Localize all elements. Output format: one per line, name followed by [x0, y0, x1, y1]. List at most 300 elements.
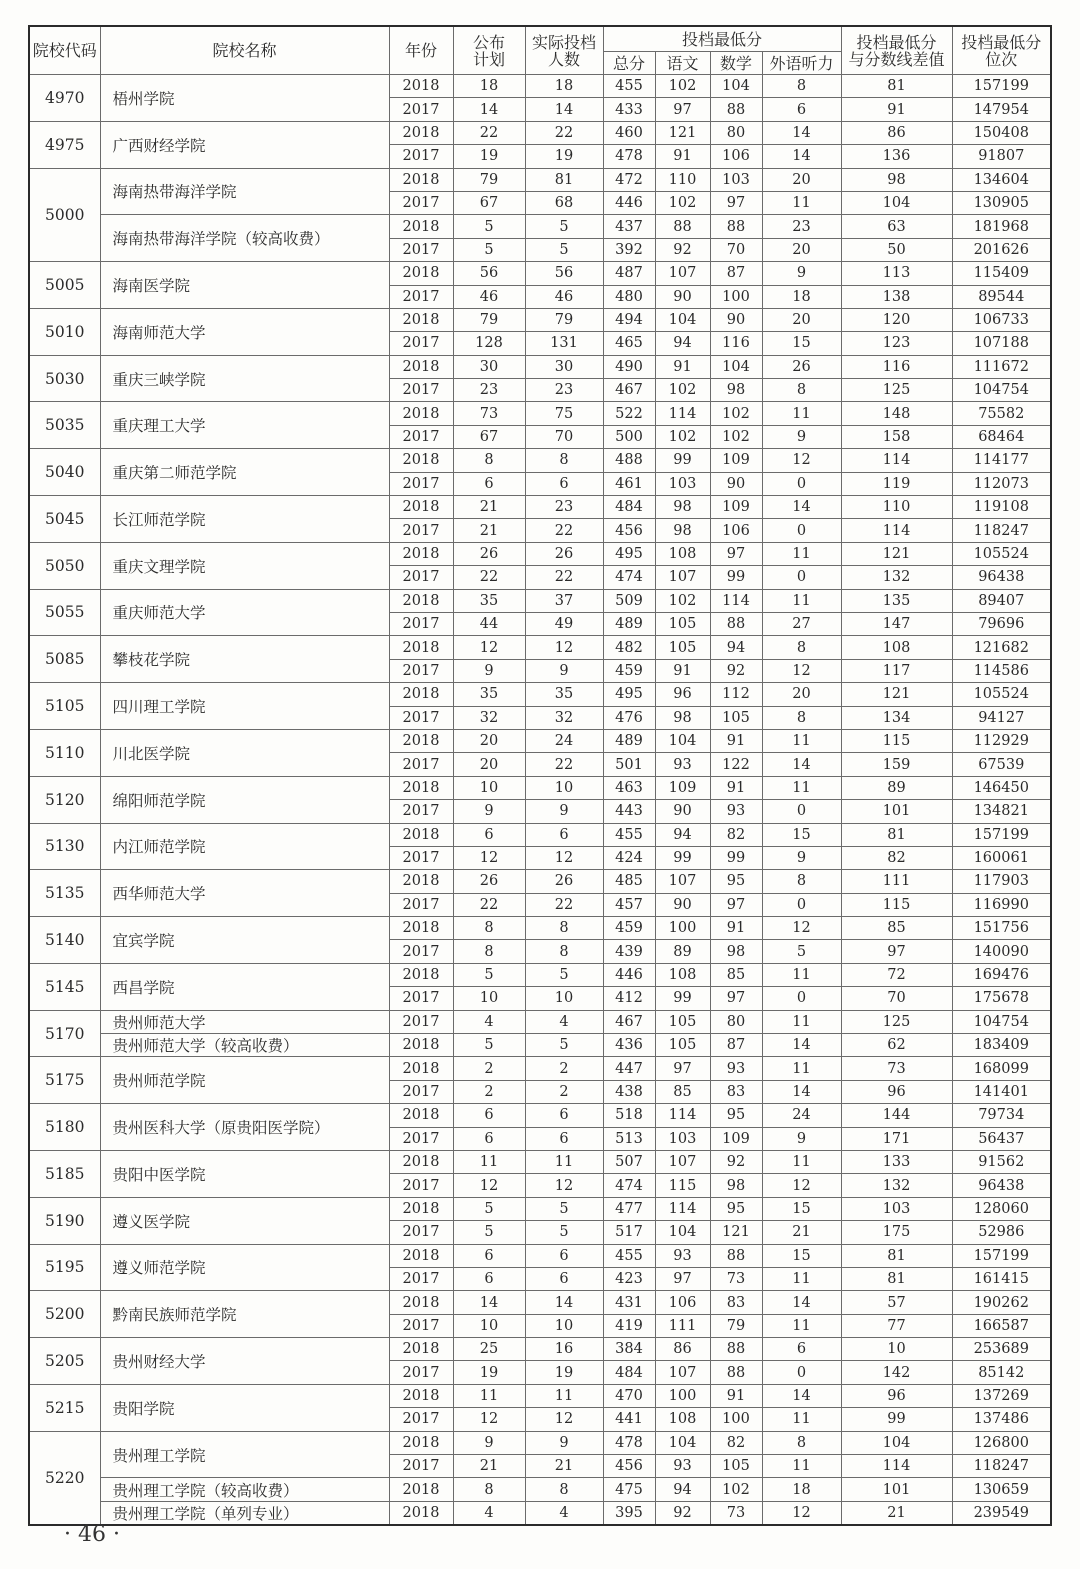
cell-plan: 11: [453, 1150, 525, 1173]
cell-rank: 146450: [952, 776, 1051, 799]
cell-year: 2017: [389, 332, 453, 355]
cell-total: 455: [603, 823, 655, 846]
cell-year: 2018: [389, 75, 453, 98]
cell-diff: 142: [841, 1361, 952, 1384]
cell-actual: 56: [525, 262, 603, 285]
cell-chinese: 91: [655, 355, 710, 378]
cell-year: 2017: [389, 1408, 453, 1431]
table-row: [29, 917, 1051, 940]
cell-code: 5140: [29, 917, 100, 964]
cell-name: 内江师范学院: [100, 823, 389, 870]
cell-total: 395: [603, 1501, 655, 1525]
cell-plan: 12: [453, 1174, 525, 1197]
cell-plan: 5: [453, 963, 525, 986]
cell-chinese: 97: [655, 1267, 710, 1290]
cell-total: 475: [603, 1478, 655, 1501]
cell-diff: 101: [841, 800, 952, 823]
cell-code: 5110: [29, 729, 100, 776]
cell-diff: 101: [841, 1478, 952, 1501]
cell-math: 102: [710, 402, 762, 425]
cell-listening: 0: [762, 800, 841, 823]
cell-chinese: 104: [655, 1431, 710, 1454]
cell-code: 5105: [29, 683, 100, 730]
cell-name: 贵州师范大学（较高收费）: [100, 1034, 389, 1057]
cell-name: 西昌学院: [100, 963, 389, 1010]
table-row: [29, 683, 1051, 706]
cell-name: 宜宾学院: [100, 917, 389, 964]
cell-plan: 6: [453, 1104, 525, 1127]
cell-name: 西华师范大学: [100, 870, 389, 917]
cell-diff: 175: [841, 1221, 952, 1244]
cell-total: 443: [603, 800, 655, 823]
cell-total: 465: [603, 332, 655, 355]
cell-listening: 0: [762, 566, 841, 589]
cell-code: 5130: [29, 823, 100, 870]
cell-math: 102: [710, 425, 762, 448]
cell-rank: 75582: [952, 402, 1051, 425]
cell-math: 97: [710, 191, 762, 214]
cell-rank: 121682: [952, 636, 1051, 659]
cell-name: 重庆三峡学院: [100, 355, 389, 402]
cell-chinese: 111: [655, 1314, 710, 1337]
header-listening: 外语听力: [762, 52, 841, 75]
cell-year: 2018: [389, 1150, 453, 1173]
cell-listening: 12: [762, 917, 841, 940]
cell-listening: 26: [762, 355, 841, 378]
cell-plan: 22: [453, 121, 525, 144]
cell-rank: 147954: [952, 98, 1051, 121]
cell-listening: 11: [762, 191, 841, 214]
cell-actual: 14: [525, 98, 603, 121]
cell-actual: 9: [525, 1431, 603, 1454]
cell-code: 5040: [29, 449, 100, 496]
cell-plan: 32: [453, 706, 525, 729]
cell-total: 447: [603, 1057, 655, 1080]
cell-year: 2018: [389, 121, 453, 144]
cell-chinese: 88: [655, 215, 710, 238]
cell-year: 2018: [389, 1291, 453, 1314]
cell-diff: 171: [841, 1127, 952, 1150]
cell-year: 2018: [389, 1501, 453, 1525]
cell-diff: 158: [841, 425, 952, 448]
cell-chinese: 108: [655, 963, 710, 986]
cell-name: 贵州理工学院（较高收费）: [100, 1478, 389, 1501]
cell-listening: 15: [762, 1197, 841, 1220]
cell-math: 88: [710, 1338, 762, 1361]
cell-math: 97: [710, 542, 762, 565]
cell-code: 5120: [29, 776, 100, 823]
cell-year: 2017: [389, 472, 453, 495]
cell-plan: 20: [453, 729, 525, 752]
cell-math: 94: [710, 636, 762, 659]
cell-rank: 52986: [952, 1221, 1051, 1244]
cell-plan: 4: [453, 1501, 525, 1525]
table-row: [29, 355, 1051, 378]
cell-chinese: 107: [655, 262, 710, 285]
cell-chinese: 92: [655, 1501, 710, 1525]
cell-code: 5050: [29, 542, 100, 589]
cell-total: 522: [603, 402, 655, 425]
cell-name: 海南医学院: [100, 262, 389, 309]
cell-year: 2017: [389, 659, 453, 682]
admissions-table: [28, 25, 1052, 1526]
cell-plan: 18: [453, 75, 525, 98]
cell-plan: 12: [453, 846, 525, 869]
cell-listening: 14: [762, 145, 841, 168]
cell-math: 99: [710, 566, 762, 589]
cell-math: 83: [710, 1291, 762, 1314]
cell-total: 457: [603, 893, 655, 916]
header-rank: 投档最低分 位次: [952, 26, 1051, 75]
cell-code: 5180: [29, 1104, 100, 1151]
cell-chinese: 94: [655, 1478, 710, 1501]
cell-chinese: 114: [655, 1104, 710, 1127]
cell-chinese: 108: [655, 1408, 710, 1431]
page-number: · 46 ·: [64, 1522, 120, 1547]
cell-math: 88: [710, 215, 762, 238]
cell-year: 2018: [389, 683, 453, 706]
cell-total: 431: [603, 1291, 655, 1314]
cell-code: 5185: [29, 1150, 100, 1197]
cell-listening: 14: [762, 1291, 841, 1314]
cell-rank: 130659: [952, 1478, 1051, 1501]
cell-chinese: 105: [655, 1010, 710, 1033]
cell-listening: 12: [762, 1501, 841, 1525]
cell-chinese: 102: [655, 589, 710, 612]
cell-actual: 37: [525, 589, 603, 612]
cell-total: 517: [603, 1221, 655, 1244]
cell-actual: 30: [525, 355, 603, 378]
cell-plan: 2: [453, 1080, 525, 1103]
cell-plan: 10: [453, 1314, 525, 1337]
cell-actual: 4: [525, 1501, 603, 1525]
cell-name: 四川理工学院: [100, 683, 389, 730]
cell-plan: 44: [453, 612, 525, 635]
cell-listening: 5: [762, 940, 841, 963]
cell-rank: 114177: [952, 449, 1051, 472]
cell-rank: 107188: [952, 332, 1051, 355]
table-row: [29, 1478, 1051, 1501]
cell-plan: 14: [453, 98, 525, 121]
cell-code: 5085: [29, 636, 100, 683]
cell-listening: 11: [762, 1408, 841, 1431]
cell-chinese: 89: [655, 940, 710, 963]
cell-name: 川北医学院: [100, 729, 389, 776]
cell-math: 105: [710, 706, 762, 729]
cell-plan: 11: [453, 1384, 525, 1407]
table-row: [29, 1010, 1051, 1033]
cell-rank: 56437: [952, 1127, 1051, 1150]
cell-rank: 168099: [952, 1057, 1051, 1080]
cell-listening: 11: [762, 729, 841, 752]
cell-plan: 10: [453, 987, 525, 1010]
cell-plan: 8: [453, 917, 525, 940]
table-row: [29, 776, 1051, 799]
cell-actual: 6: [525, 1104, 603, 1127]
cell-code: 5000: [29, 168, 100, 262]
cell-math: 106: [710, 519, 762, 542]
cell-plan: 46: [453, 285, 525, 308]
table-row: [29, 1431, 1051, 1454]
cell-total: 495: [603, 542, 655, 565]
cell-math: 93: [710, 1057, 762, 1080]
cell-code: 4975: [29, 121, 100, 168]
table-body: [29, 75, 1051, 1526]
cell-actual: 4: [525, 1010, 603, 1033]
cell-listening: 11: [762, 1314, 841, 1337]
cell-rank: 150408: [952, 121, 1051, 144]
cell-rank: 128060: [952, 1197, 1051, 1220]
cell-chinese: 91: [655, 145, 710, 168]
cell-rank: 201626: [952, 238, 1051, 261]
cell-diff: 99: [841, 1408, 952, 1431]
cell-listening: 11: [762, 1057, 841, 1080]
cell-total: 472: [603, 168, 655, 191]
cell-rank: 94127: [952, 706, 1051, 729]
cell-actual: 11: [525, 1150, 603, 1173]
cell-diff: 115: [841, 729, 952, 752]
cell-listening: 14: [762, 121, 841, 144]
cell-chinese: 104: [655, 1221, 710, 1244]
cell-name: 重庆师范大学: [100, 589, 389, 636]
cell-plan: 8: [453, 940, 525, 963]
cell-total: 477: [603, 1197, 655, 1220]
cell-code: 5145: [29, 963, 100, 1010]
cell-year: 2017: [389, 753, 453, 776]
cell-year: 2018: [389, 729, 453, 752]
cell-year: 2018: [389, 1244, 453, 1267]
cell-actual: 10: [525, 1314, 603, 1337]
cell-total: 441: [603, 1408, 655, 1431]
cell-year: 2017: [389, 1174, 453, 1197]
cell-total: 384: [603, 1338, 655, 1361]
cell-actual: 79: [525, 308, 603, 331]
cell-plan: 6: [453, 823, 525, 846]
cell-code: 5195: [29, 1244, 100, 1291]
cell-listening: 11: [762, 963, 841, 986]
cell-total: 478: [603, 145, 655, 168]
cell-chinese: 114: [655, 1197, 710, 1220]
cell-listening: 23: [762, 215, 841, 238]
table-row: [29, 729, 1051, 752]
cell-year: 2017: [389, 800, 453, 823]
cell-actual: 2: [525, 1080, 603, 1103]
cell-year: 2018: [389, 402, 453, 425]
cell-diff: 120: [841, 308, 952, 331]
cell-chinese: 102: [655, 75, 710, 98]
cell-math: 91: [710, 729, 762, 752]
cell-diff: 89: [841, 776, 952, 799]
cell-total: 423: [603, 1267, 655, 1290]
cell-rank: 118247: [952, 1455, 1051, 1478]
cell-listening: 20: [762, 683, 841, 706]
cell-rank: 181968: [952, 215, 1051, 238]
cell-math: 82: [710, 823, 762, 846]
header-code: 院校代码: [29, 26, 100, 75]
cell-year: 2018: [389, 1431, 453, 1454]
cell-actual: 12: [525, 1408, 603, 1431]
cell-total: 513: [603, 1127, 655, 1150]
table-row: [29, 1104, 1051, 1127]
cell-chinese: 91: [655, 659, 710, 682]
cell-chinese: 98: [655, 706, 710, 729]
cell-diff: 125: [841, 379, 952, 402]
cell-rank: 161415: [952, 1267, 1051, 1290]
cell-diff: 116: [841, 355, 952, 378]
header-year: 年份: [389, 26, 453, 75]
cell-year: 2018: [389, 168, 453, 191]
cell-rank: 115409: [952, 262, 1051, 285]
cell-plan: 79: [453, 168, 525, 191]
cell-year: 2018: [389, 1384, 453, 1407]
cell-rank: 160061: [952, 846, 1051, 869]
cell-year: 2017: [389, 706, 453, 729]
cell-rank: 111672: [952, 355, 1051, 378]
cell-listening: 14: [762, 753, 841, 776]
cell-chinese: 121: [655, 121, 710, 144]
cell-listening: 9: [762, 1127, 841, 1150]
cell-total: 438: [603, 1080, 655, 1103]
cell-code: 5200: [29, 1291, 100, 1338]
cell-math: 122: [710, 753, 762, 776]
cell-actual: 23: [525, 496, 603, 519]
cell-name: 贵州理工学院（单列专业）: [100, 1501, 389, 1525]
cell-diff: 85: [841, 917, 952, 940]
cell-actual: 8: [525, 449, 603, 472]
cell-chinese: 99: [655, 846, 710, 869]
cell-name: 贵州理工学院: [100, 1431, 389, 1478]
cell-plan: 26: [453, 870, 525, 893]
cell-code: 5055: [29, 589, 100, 636]
cell-math: 88: [710, 612, 762, 635]
cell-year: 2017: [389, 379, 453, 402]
cell-math: 105: [710, 1455, 762, 1478]
cell-year: 2018: [389, 496, 453, 519]
table-row: [29, 1338, 1051, 1361]
cell-rank: 137486: [952, 1408, 1051, 1431]
cell-name: 黔南民族师范学院: [100, 1291, 389, 1338]
cell-math: 102: [710, 1478, 762, 1501]
cell-actual: 22: [525, 893, 603, 916]
cell-diff: 144: [841, 1104, 952, 1127]
cell-name: 海南热带海洋学院（较高收费）: [100, 215, 389, 262]
cell-year: 2018: [389, 776, 453, 799]
cell-plan: 23: [453, 379, 525, 402]
cell-actual: 131: [525, 332, 603, 355]
cell-chinese: 93: [655, 753, 710, 776]
cell-code: 5135: [29, 870, 100, 917]
cell-name: 广西财经学院: [100, 121, 389, 168]
cell-plan: 56: [453, 262, 525, 285]
cell-diff: 63: [841, 215, 952, 238]
cell-actual: 26: [525, 542, 603, 565]
cell-actual: 21: [525, 1455, 603, 1478]
cell-total: 461: [603, 472, 655, 495]
cell-total: 436: [603, 1034, 655, 1057]
cell-total: 455: [603, 75, 655, 98]
cell-actual: 5: [525, 1221, 603, 1244]
cell-listening: 20: [762, 238, 841, 261]
cell-chinese: 104: [655, 308, 710, 331]
cell-plan: 35: [453, 589, 525, 612]
cell-diff: 114: [841, 449, 952, 472]
cell-rank: 141401: [952, 1080, 1051, 1103]
header-plan: 公布 计划: [453, 26, 525, 75]
cell-diff: 117: [841, 659, 952, 682]
cell-listening: 8: [762, 1431, 841, 1454]
cell-actual: 81: [525, 168, 603, 191]
cell-rank: 137269: [952, 1384, 1051, 1407]
cell-rank: 104754: [952, 1010, 1051, 1033]
cell-year: 2018: [389, 636, 453, 659]
cell-rank: 130905: [952, 191, 1051, 214]
cell-math: 116: [710, 332, 762, 355]
cell-year: 2017: [389, 940, 453, 963]
table-row: [29, 1197, 1051, 1220]
cell-plan: 25: [453, 1338, 525, 1361]
table-row: [29, 308, 1051, 331]
cell-actual: 46: [525, 285, 603, 308]
cell-name: 遵义师范学院: [100, 1244, 389, 1291]
cell-listening: 14: [762, 1384, 841, 1407]
cell-actual: 2: [525, 1057, 603, 1080]
cell-code: 5170: [29, 1010, 100, 1057]
cell-total: 482: [603, 636, 655, 659]
header-diff: 投档最低分 与分数线差值: [841, 26, 952, 75]
cell-rank: 91807: [952, 145, 1051, 168]
cell-total: 459: [603, 917, 655, 940]
cell-chinese: 85: [655, 1080, 710, 1103]
cell-chinese: 107: [655, 566, 710, 589]
cell-actual: 8: [525, 940, 603, 963]
table-row: [29, 589, 1051, 612]
cell-total: 489: [603, 612, 655, 635]
cell-total: 484: [603, 1361, 655, 1384]
table-row: [29, 496, 1051, 519]
cell-math: 73: [710, 1267, 762, 1290]
cell-plan: 35: [453, 683, 525, 706]
cell-total: 495: [603, 683, 655, 706]
cell-code: 5205: [29, 1338, 100, 1385]
cell-name: 贵阳中医学院: [100, 1150, 389, 1197]
cell-rank: 106733: [952, 308, 1051, 331]
cell-listening: 8: [762, 75, 841, 98]
cell-plan: 9: [453, 1431, 525, 1454]
cell-total: 474: [603, 1174, 655, 1197]
cell-total: 467: [603, 379, 655, 402]
cell-code: 5175: [29, 1057, 100, 1104]
cell-plan: 5: [453, 215, 525, 238]
cell-chinese: 115: [655, 1174, 710, 1197]
cell-math: 95: [710, 1104, 762, 1127]
cell-diff: 133: [841, 1150, 952, 1173]
cell-plan: 30: [453, 355, 525, 378]
cell-total: 456: [603, 519, 655, 542]
cell-diff: 104: [841, 191, 952, 214]
cell-plan: 22: [453, 893, 525, 916]
cell-actual: 12: [525, 636, 603, 659]
cell-listening: 20: [762, 308, 841, 331]
cell-rank: 157199: [952, 823, 1051, 846]
cell-actual: 70: [525, 425, 603, 448]
cell-listening: 6: [762, 1338, 841, 1361]
cell-math: 85: [710, 963, 762, 986]
cell-diff: 136: [841, 145, 952, 168]
header-min-score-group: 投档最低分: [603, 26, 841, 52]
cell-plan: 12: [453, 1408, 525, 1431]
cell-rank: 89407: [952, 589, 1051, 612]
cell-plan: 12: [453, 636, 525, 659]
